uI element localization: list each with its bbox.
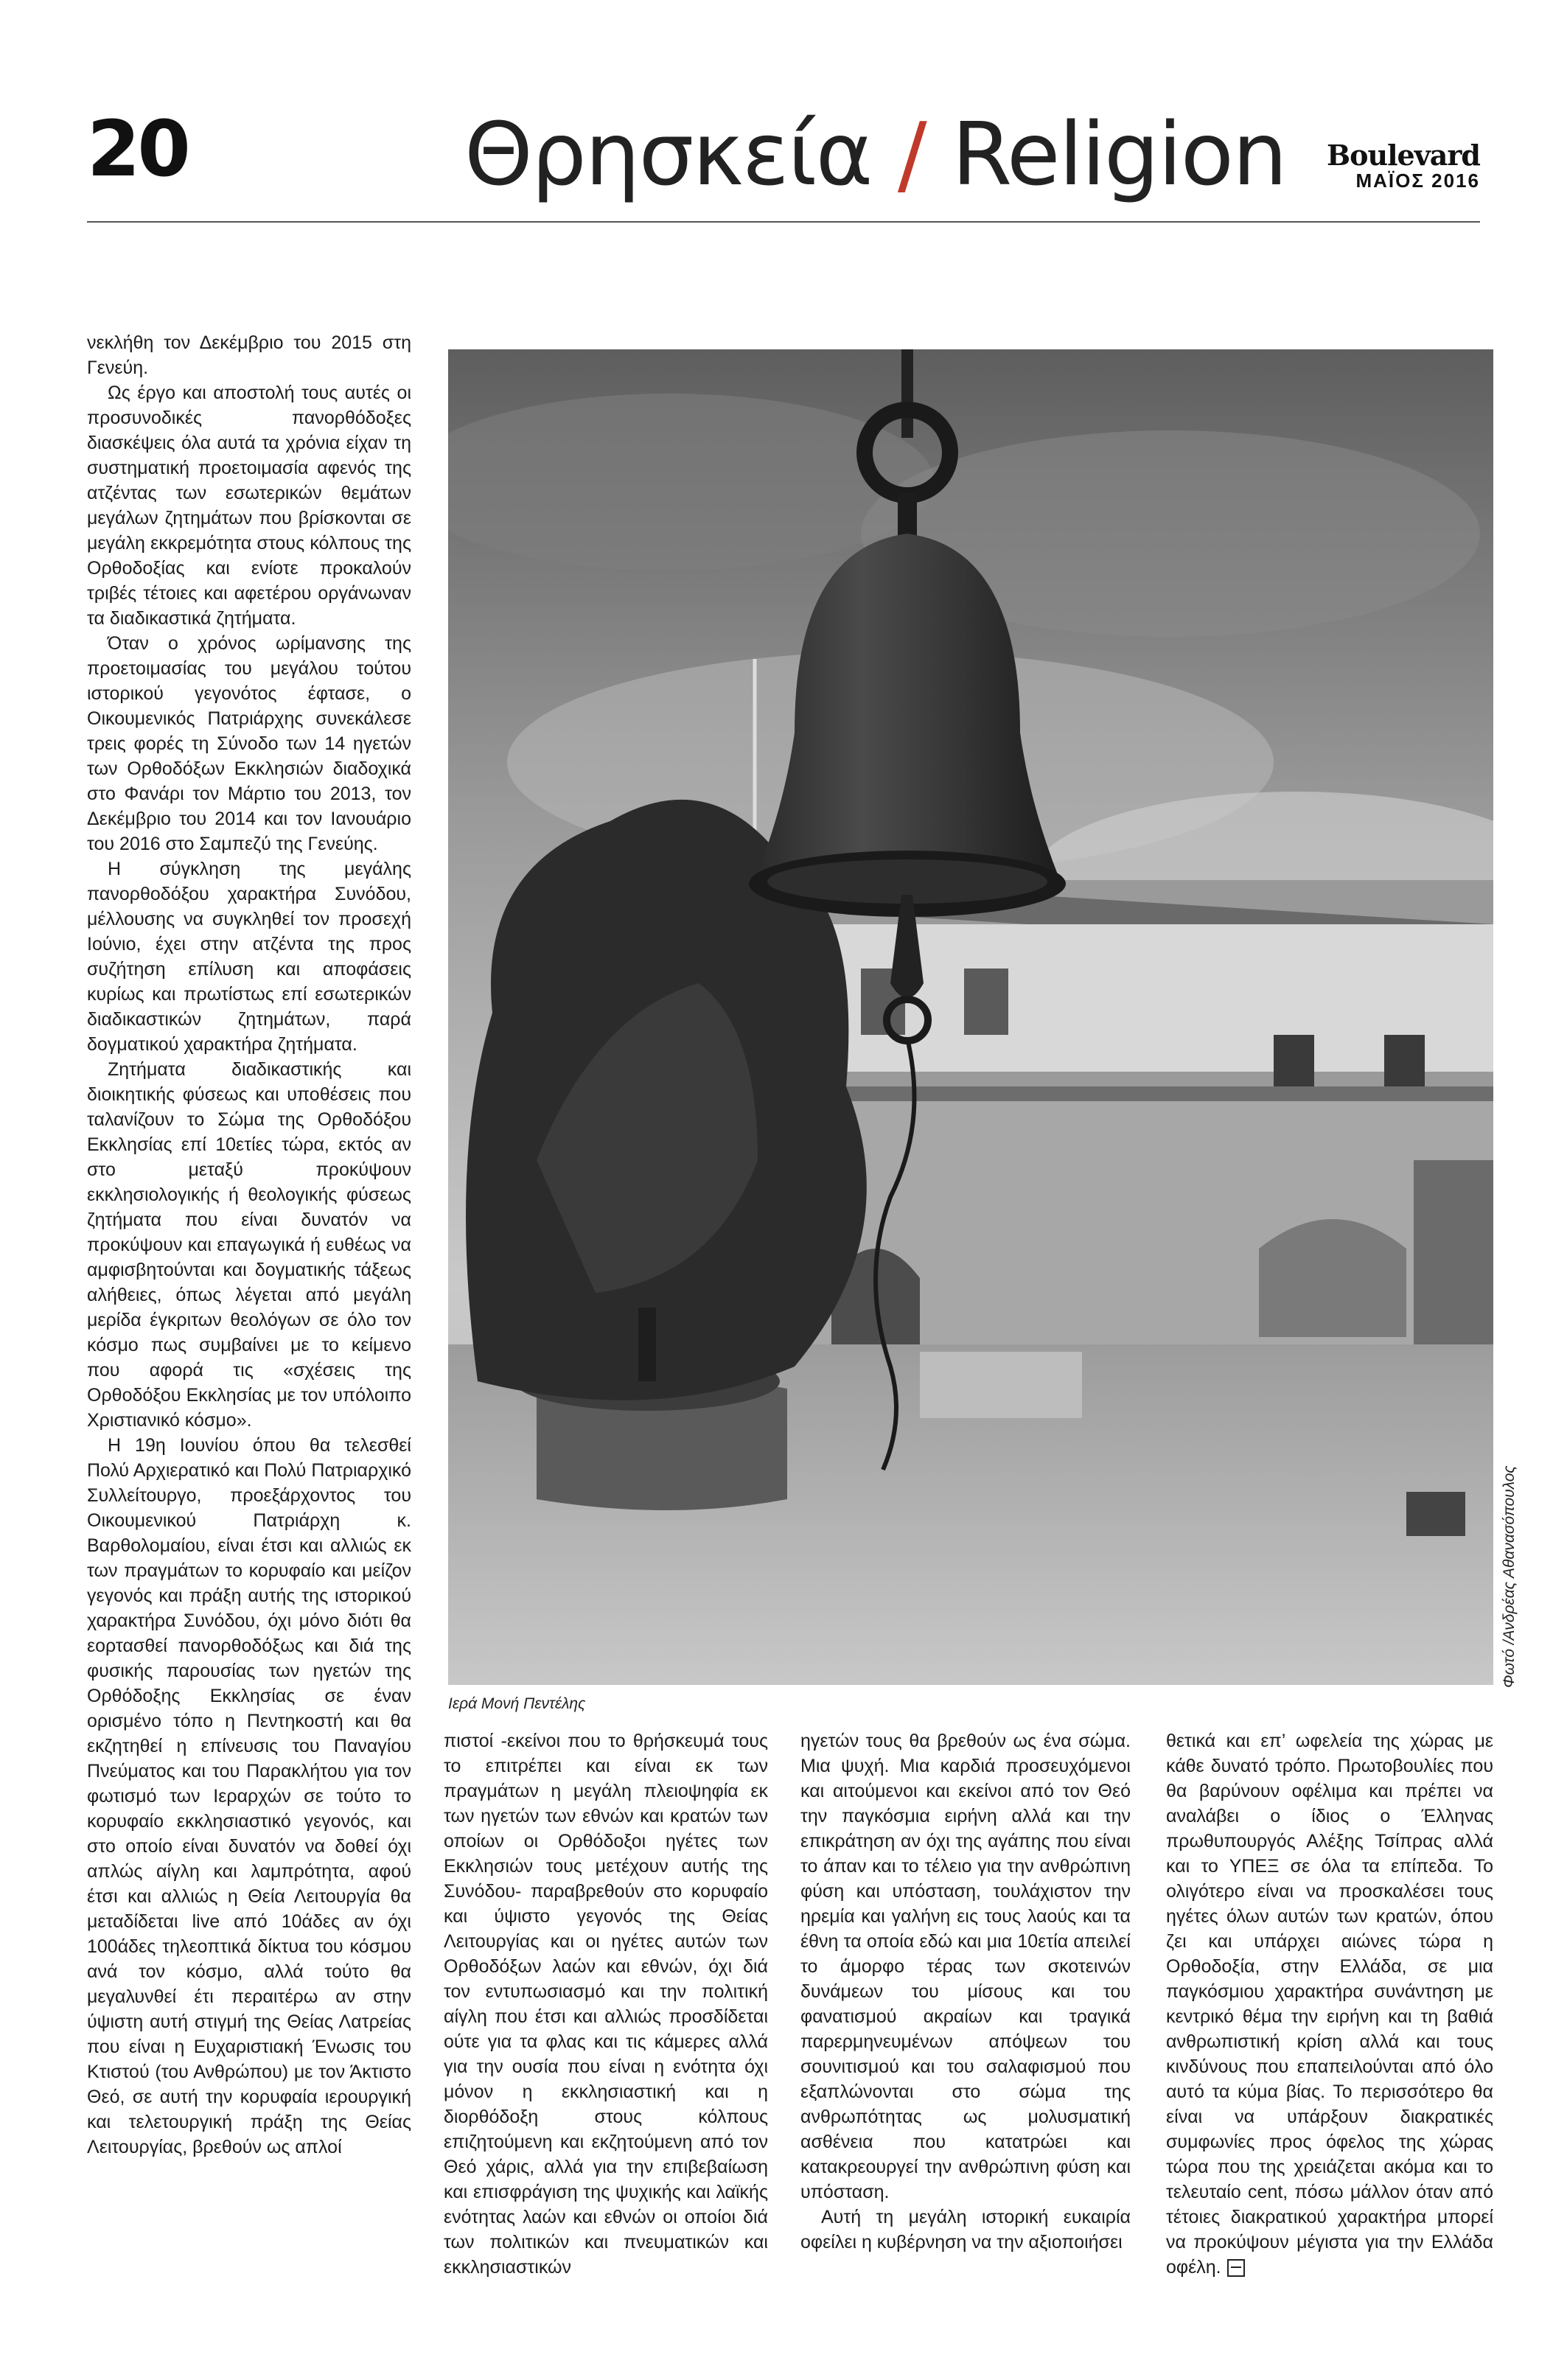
issue-date: ΜΑΪΟΣ 2016: [1355, 170, 1480, 192]
magazine-brand: [1327, 139, 1480, 192]
article-column-2: [444, 1728, 768, 2280]
paragraph: νεκλήθη τον Δεκέμβριο του 2015 στη Γενεύη.: [87, 332, 411, 378]
section-title-english: Religion: [952, 103, 1286, 205]
paragraph: Ζητήματα διαδικαστικής και διοικητικής φύσεως και υποθέσεις που ταλανίζουν το Σώμα της Ορθοδόξου Εκκλησίας επί 10ετίες τώρα, εκτός αν στο μεταξύ προκύψουν εκκλησιολογικής ή θεολογικής φύσεως ζητήματα που είναι δυνατόν να προκύψουν και επαγωγικά ή ευθέως να αμφισβητούνται και δογματικής τάξεως αλήθειες, όπως λέγεται από μεγάλη μερίδα έγκριτων θεολόγων σε όλο τον κόσμο πως συμβαίνει με το κείμενο που αφορά τις «σχέσεις της Ορθοδόξου Εκκλησίας με τον υπόλοιπο Χριστιανικό κόσμο».: [87, 1059, 411, 1431]
article-end-icon: [1227, 2259, 1245, 2277]
photo-credit: Φωτό /Ανδρέας Αθανασόπουλος: [1501, 1465, 1518, 1688]
header-divider: [87, 221, 1480, 223]
section-title-slash: /: [897, 103, 926, 205]
page-number: 20: [87, 104, 188, 194]
paragraph: Η 19η Ιουνίου όπου θα τελεσθεί Πολύ Αρχιερατικό και Πολύ Πατριαρχικό Συλλείτουργο, προεξάρχοντος του Οικουμενικού Πατριάρχη κ. Βαρθολομαίου, είναι έτσι και αλλιώς εκ των πραγμάτων το κορυφαίο και μείζον γεγονός και πράξη αυτής της ιστορικού χαρακτήρα Συνόδου, όχι μόνο διότι θα εορτασθεί πανορθοδόξως και διά της φυσικής παρουσίας των ηγετών της Ορθόδοξης Εκκλησίας σε έναν ορισμένο τόπο η Πεντηκοστή και θα εκζητηθεί η επίνευσις του Παναγίου Πνεύματος και του Παρακλήτου για τον φωτισμό των Ιεραρχών σε τούτο το κορυφαίο εκκλησιαστικό γεγονός, και στο οποίο είναι δυνατόν να δοθεί όχι απλώς αίγλη και λαμπρότητα, αφού έτσι και αλλιώς η Θεία Λειτουργία θα μεταδίδεται live από 10άδες αν όχι 100άδες τηλεοπτικά δίκτυα του κόσμου ανά τον κόσμο, αλλά τούτο θα μεγαλυνθεί έτι περαιτέρω αν στην ύψιστη αυτή στιγμή της Θείας Λατρείας που είναι η Ευχαριστιακή Ένωσις του Κτιστού (του Ανθρώπου) με τον Άκτιστο Θεό, σε αυτή την κορυφαία ιερουργική και τελετουργική πράξη της Θείας Λειτουργίας, βρεθούν ως απλοί: [87, 1435, 411, 2157]
paragraph: Όταν ο χρόνος ωρίμανσης της προετοιμασίας του μεγάλου τούτου ιστορικού γεγονότος έφτασε, ο Οικουμενικός Πατριάρχης συνεκάλεσε τρεις φορές τη Σύνοδο των 14 ηγετών των Ορθοδόξων Εκκλησιών διαδοχικά στο Φανάρι τον Μάρτιο του 2013, τον Δεκέμβριο του 2014 και τον Ιανουάριο του 2016 στο Σαμπεζύ της Γενεύης.: [87, 633, 411, 854]
paragraph: Αυτή τη μεγάλη ιστορική ευκαιρία οφείλει η κυβέρνηση να την αξιοποιήσει: [800, 2207, 1131, 2252]
paragraph: Η σύγκληση της μεγάλης πανορθοδόξου χαρακτήρα Συνόδου, μέλλουσης να συγκληθεί τον προσεχή Ιούνιο, έχει στην ατζέντα της προς συζήτηση επίλυση και αποφάσεις κυρίως και πρωτίστως επί εσωτερικών διαδικαστικών ζητημάτων, παρά δογματικού χαρακτήρα ζητήματα.: [87, 859, 411, 1055]
paragraph: [1166, 1728, 1493, 2280]
photo-caption: Ιερά Μονή Πεντέλης: [448, 1695, 586, 1712]
paragraph: πιστοί -εκείνοι που το θρήσκευμά τους το επιτρέπει και είναι εκ των πραγμάτων η μεγάλη πλειοψηφία εκ των ηγετών των εθνών και κρατών των οποίων οι Ορθόδοξοι ηγέτες των Εκκλησιών τους μετέχουν αυτής της Συνόδου- παραβρεθούν στο κορυφαίο και ύψιστο γεγονός της Θείας Λειτουργίας και οι ηγέτες αυτών των Ορθοδόξων λαών και εθνών, όχι διά τον εντυπωσιασμό και την πολιτική αίγλη που έτσι και αλλιώς προσδίδεται ούτε για τα φλας και τις κάμερες αλλά για την ουσία που είναι η ενότητα όχι μόνον η εκκλησιαστική και η διορθόδοξη στους κόλπους επιζητούμενη και εκζητούμενη από τον Θεό χάρις, αλλά για την επιβεβαίωση και επισφράγιση της ψυχικής και λαϊκής ενότητας λαών και εθνών οι οποίοι διά των πολιτικών και πνευματικών και εκκλησιαστικών: [444, 1731, 768, 2278]
section-title-greek: Θρησκεία: [464, 103, 872, 205]
paragraph-text: θετικά και επ’ ωφελεία της χώρας με κάθε δυνατό τρόπο. Πρωτοβουλίες που θα βαρύνουν οφέλιμα και πρέπει να αναλάβει ο ίδιος ο Έλληνας πρωθυπουργός Αλέξης Τσίπρας αλλά και το ΥΠΕΞ σε όλα τα επίπεδα. Το ολιγότερο είναι να προσκαλέσει τους ηγέτες όλων αυτών των κρατών, όπου ζει και υπάρχει αιώνες τώρα η Ορθοδοξία, στην Ελλάδα, σε μια παγκόσμιου χαρακτήρα συνάντηση με κεντρικό θέμα την ειρήνη και τη βαθιά ανθρωπιστική κρίση αλλά και τους κινδύνους που επαπειλούνται από όλο αυτό τα κύμα βίας. Το περισσότερο θα είναι να υπάρξουν διακρατικές συμφωνίες προς όφελος της χώρας τώρα που της χρειάζεται ακόμα και το τελευταίο cent, πόσω μάλλον όταν από τέτοιες διακρατικού χαρακτήρα μπορεί να προκύψουν μέγιστα για την Ελλάδα οφέλη.: [1166, 1731, 1493, 2278]
article-column-4: [1166, 1728, 1493, 2280]
brand-logo-text: Boulevard: [1327, 139, 1480, 172]
monastery-bell-photo: [448, 349, 1493, 1685]
paragraph: ηγετών τους θα βρεθούν ως ένα σώμα. Μια ψυχή. Μια καρδιά προσευχόμενοι και αιτούμενοι και εκείνοι από τον Θεό την παγκόσμια ειρήνη αλλά και την επικράτηση αν όχι της αγάπης που είναι το άπαν και το τέλειο για την ανθρώπινη φύση και υπόσταση, τουλάχιστον την ηρεμία και γαλήνη εις τους λαούς και τα έθνη τα οποία εδώ και μια 10ετία απειλεί το άμορφο τέρας των σκοτεινών δυνάμεων του μίσους και του φανατισμού ακραίων και τραγικά παρερμηνευμένων απόψεων του σουνιτισμού και του σαλαφισμού που εξαπλώνονται στο σώμα της ανθρωπότητας ως μολυσματική ασθένεια που κατατρώει και κατακρεουργεί την ανθρώπινη φύση και υπόσταση.: [800, 1731, 1131, 2202]
paragraph: Ως έργο και αποστολή τους αυτές οι προσυνοδικές πανορθόδοξες διασκέψεις όλα αυτά τα χρόνια είχαν τη συστηματική προετοιμασία αφενός της ατζέντας των εσωτερικών θεμάτων μεγάλων ζητημάτων που βρίσκονται σε μεγάλη εκκρεμότητα στους κόλπους της Ορθοδοξίας και ενίοτε προκαλούν τριβές τέτοιες και αφετέρου οργάνωναν τα διαδικαστικά ζητήματα.: [87, 383, 411, 629]
article-column-1: [87, 330, 411, 2160]
section-title: [464, 103, 1286, 205]
article-column-3: [800, 1728, 1131, 2255]
